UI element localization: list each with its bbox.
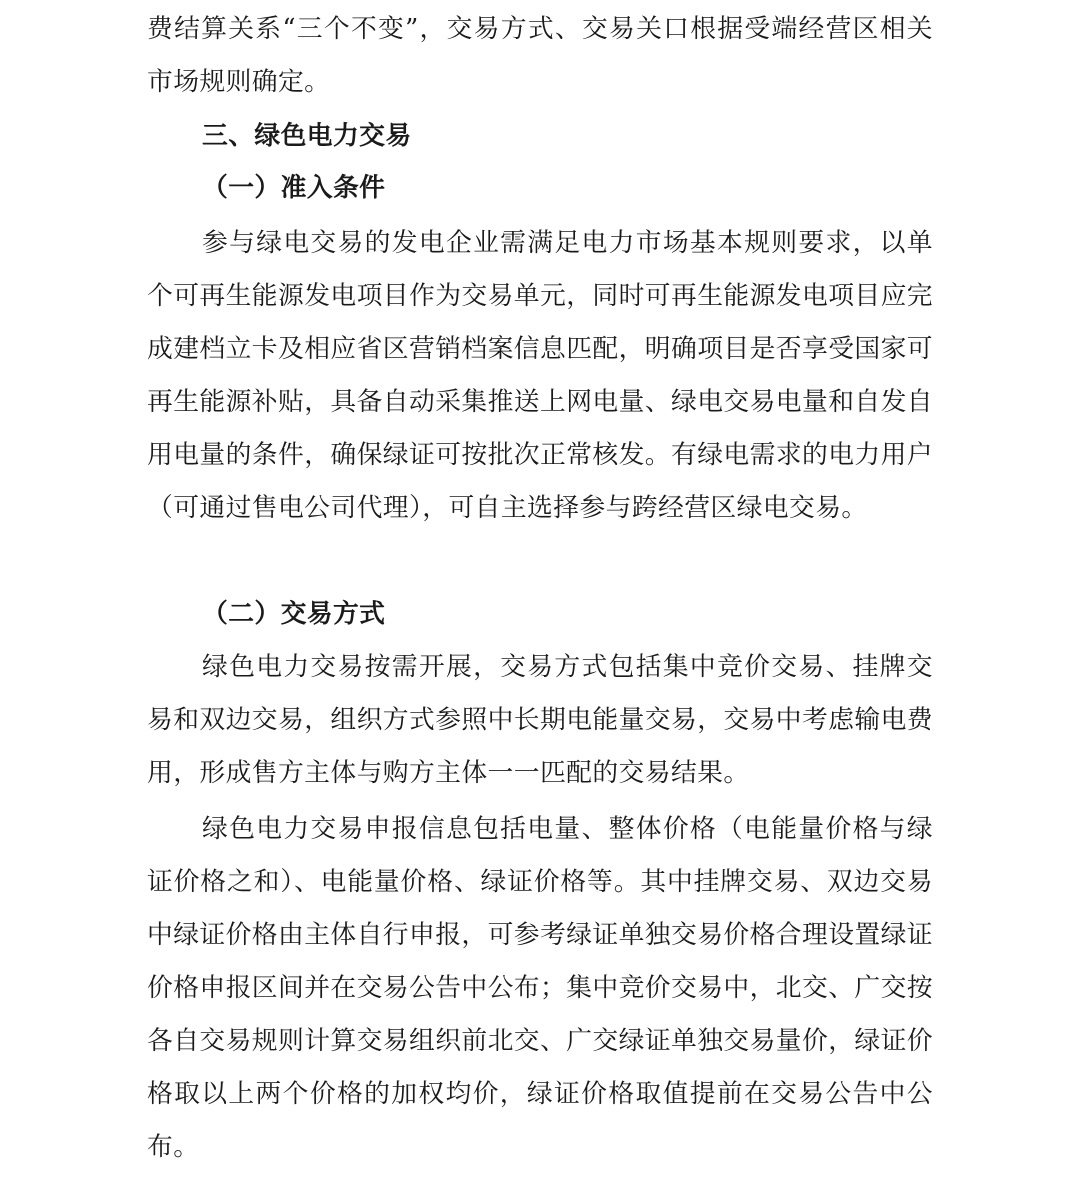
section-heading: 三、绿色电力交易 (202, 121, 412, 151)
paragraph-continuation: 费结算关系“三个不变”，交易方式、交易关口根据受端经营区相关市场规则确定。 (147, 14, 933, 97)
paragraph-declaration-info: 绿色电力交易申报信息包括电量、整体价格（电能量价格与绿证价格之和）、电能量价格、绿证价格等。其中挂牌交易、双边交易中绿证价格由主体自行申报，可参考绿证单独交易价格合理设置绿证价格申报区间并在交易公告中公布；集中竞价交易中，北交、广交按各自交易规则计算交易组织前北交、广交绿证单独交易量价，绿证价格取以上两个价格的加权均价，绿证价格取值提前在交易公告中公布。 (147, 814, 933, 1162)
subsection-heading-admission: （一）准入条件 (202, 173, 386, 203)
paragraph-trading-method: 绿色电力交易按需开展，交易方式包括集中竞价交易、挂牌交易和双边交易，组织方式参照中长期电能量交易，交易中考虑输电费用，形成售方主体与购方主体一一匹配的交易结果。 (147, 652, 933, 788)
subsection-heading-trading-method: （二）交易方式 (202, 599, 386, 629)
paragraph-admission-conditions: 参与绿电交易的发电企业需满足电力市场基本规则要求，以单个可再生能源发电项目作为交易单元，同时可再生能源发电项目应完成建档立卡及相应省区营销档案信息匹配，明确项目是否享受国家可再生能源补贴，具备自动采集推送上网电量、绿电交易电量和自发自用电量的条件，确保绿证可按批次正常核发。有绿电需求的电力用户（可通过售电公司代理），可自主选择参与跨经营区绿电交易。 (147, 228, 933, 523)
